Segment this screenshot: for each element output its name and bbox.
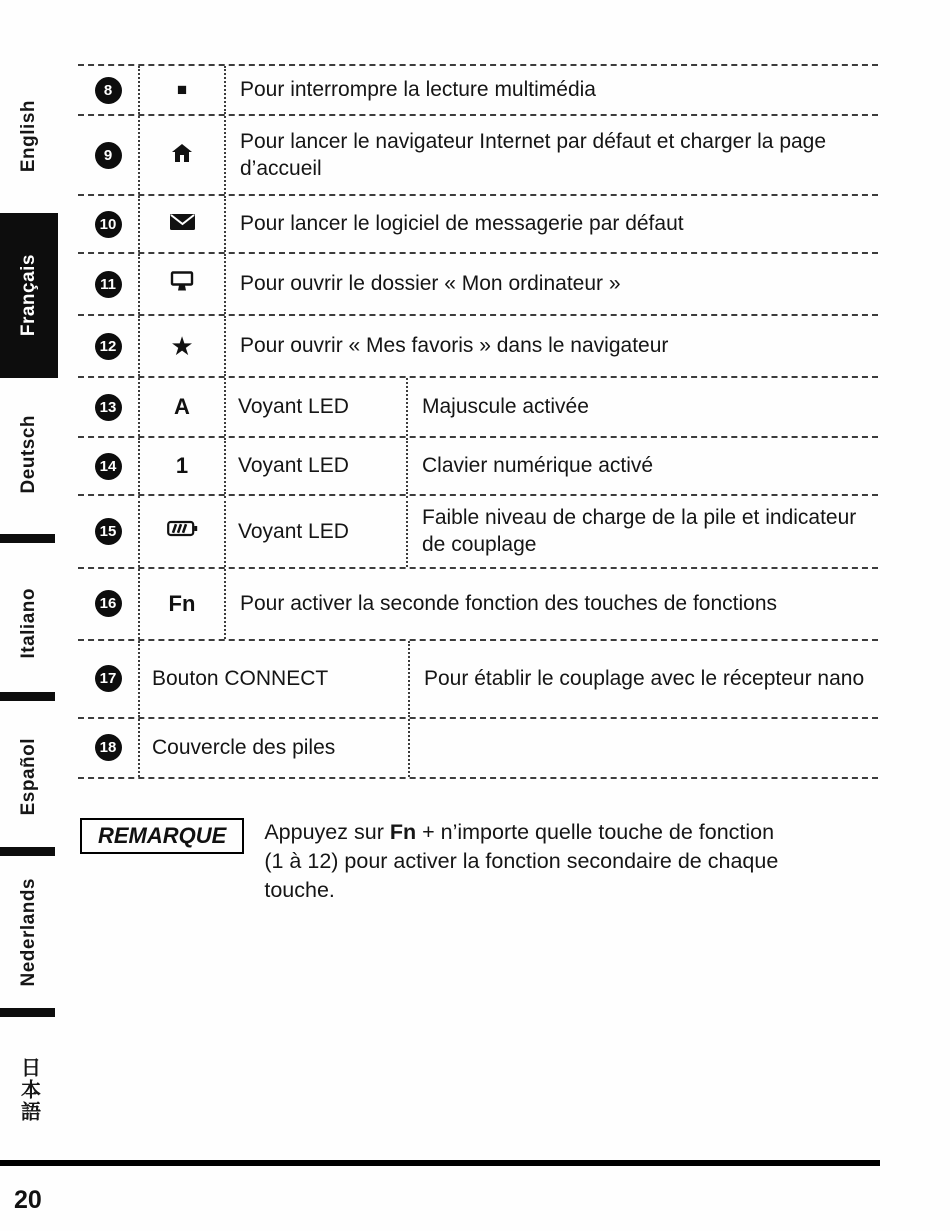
row-label: Voyant LED [238, 519, 349, 543]
fn-key-icon: Fn [168, 590, 196, 616]
language-label: Deutsch [18, 414, 39, 494]
sidebar-item-francais [0, 213, 58, 378]
note-label: REMARQUE [80, 818, 244, 854]
row-description: Majuscule activée [422, 395, 589, 419]
row-description: Pour lancer le logiciel de messagerie par défaut [240, 212, 684, 236]
mail-icon [169, 213, 196, 236]
home-icon [171, 143, 193, 168]
computer-icon [170, 271, 194, 297]
table-row [78, 196, 878, 254]
row-label: Voyant LED [238, 454, 349, 478]
page-number: 20 [14, 1186, 42, 1214]
row-label: Voyant LED [238, 395, 349, 419]
row-number-badge: 15 [95, 518, 122, 545]
note-text-after: + n’importe quelle touche de fonction (1 à 12) pour activer la fonction secondaire de chaque touche. [264, 820, 779, 903]
sidebar-item-deutsch [0, 393, 58, 515]
row-number-badge: 17 [95, 665, 122, 692]
row-description: Faible niveau de charge de la pile et indicateur de couplage [422, 506, 857, 557]
footer-rule [0, 1160, 880, 1166]
battery-icon [167, 520, 198, 542]
table-row [78, 66, 878, 116]
row-number-badge: 12 [95, 333, 122, 360]
table-row [78, 254, 878, 316]
note-text-bold: Fn [389, 820, 417, 844]
row-description: Pour interrompre la lecture multimédia [240, 78, 596, 102]
table-row [78, 719, 878, 779]
language-label: Español [18, 738, 39, 816]
row-number-badge: 8 [95, 77, 122, 104]
row-label: Couvercle des piles [152, 735, 336, 759]
star-icon: ★ [170, 330, 194, 361]
sidebar-divider [0, 847, 55, 856]
sidebar-item-nederlands [0, 862, 58, 1002]
language-label: Français [18, 254, 39, 337]
row-description: Pour activer la seconde fonction des touches de fonctions [240, 591, 777, 615]
table-row [78, 438, 878, 496]
table-row [78, 116, 878, 196]
sidebar-divider [0, 1008, 55, 1017]
row-description: Pour ouvrir « Mes favoris » dans le navigateur [240, 334, 669, 358]
language-label: Italiano [18, 587, 39, 659]
language-label: 日本語 [17, 1057, 40, 1123]
table-row [78, 496, 878, 569]
sidebar-item-espanol [0, 718, 58, 836]
note-text-before: Appuyez sur [264, 820, 390, 844]
row-number-badge: 14 [95, 453, 122, 480]
row-number-badge: 11 [95, 271, 122, 298]
numlock-key-icon: 1 [175, 453, 189, 478]
row-number-badge: 10 [95, 211, 122, 238]
capslock-key-icon: A [174, 394, 190, 419]
row-description: Pour ouvrir le dossier « Mon ordinateur » [240, 272, 621, 296]
note-text [264, 818, 796, 905]
sidebar-item-italiano [0, 560, 58, 686]
table-row [78, 569, 878, 641]
language-label: Nederlands [18, 877, 39, 987]
language-sidebar [0, 0, 62, 1231]
row-description: Pour lancer le navigateur Internet par défaut et charger la page d’accueil [240, 129, 827, 180]
row-number-badge: 13 [95, 394, 122, 421]
sidebar-item-japanese [0, 1050, 58, 1130]
function-table [78, 64, 878, 779]
row-description: Pour établir le couplage avec le récepteur nano [424, 666, 865, 690]
row-number-badge: 18 [95, 734, 122, 761]
sidebar-divider [0, 534, 55, 543]
table-row [78, 641, 878, 719]
row-number-badge: 16 [95, 590, 122, 617]
sidebar-item-english [0, 70, 58, 202]
sidebar-divider [0, 692, 55, 701]
language-label: English [18, 99, 39, 173]
stop-icon: ■ [176, 80, 188, 99]
row-number-badge: 9 [95, 142, 122, 169]
table-row [78, 378, 878, 438]
row-label: Bouton CONNECT [152, 666, 329, 690]
row-description: Clavier numérique activé [422, 454, 654, 478]
note-section [80, 818, 796, 905]
table-row [78, 316, 878, 378]
